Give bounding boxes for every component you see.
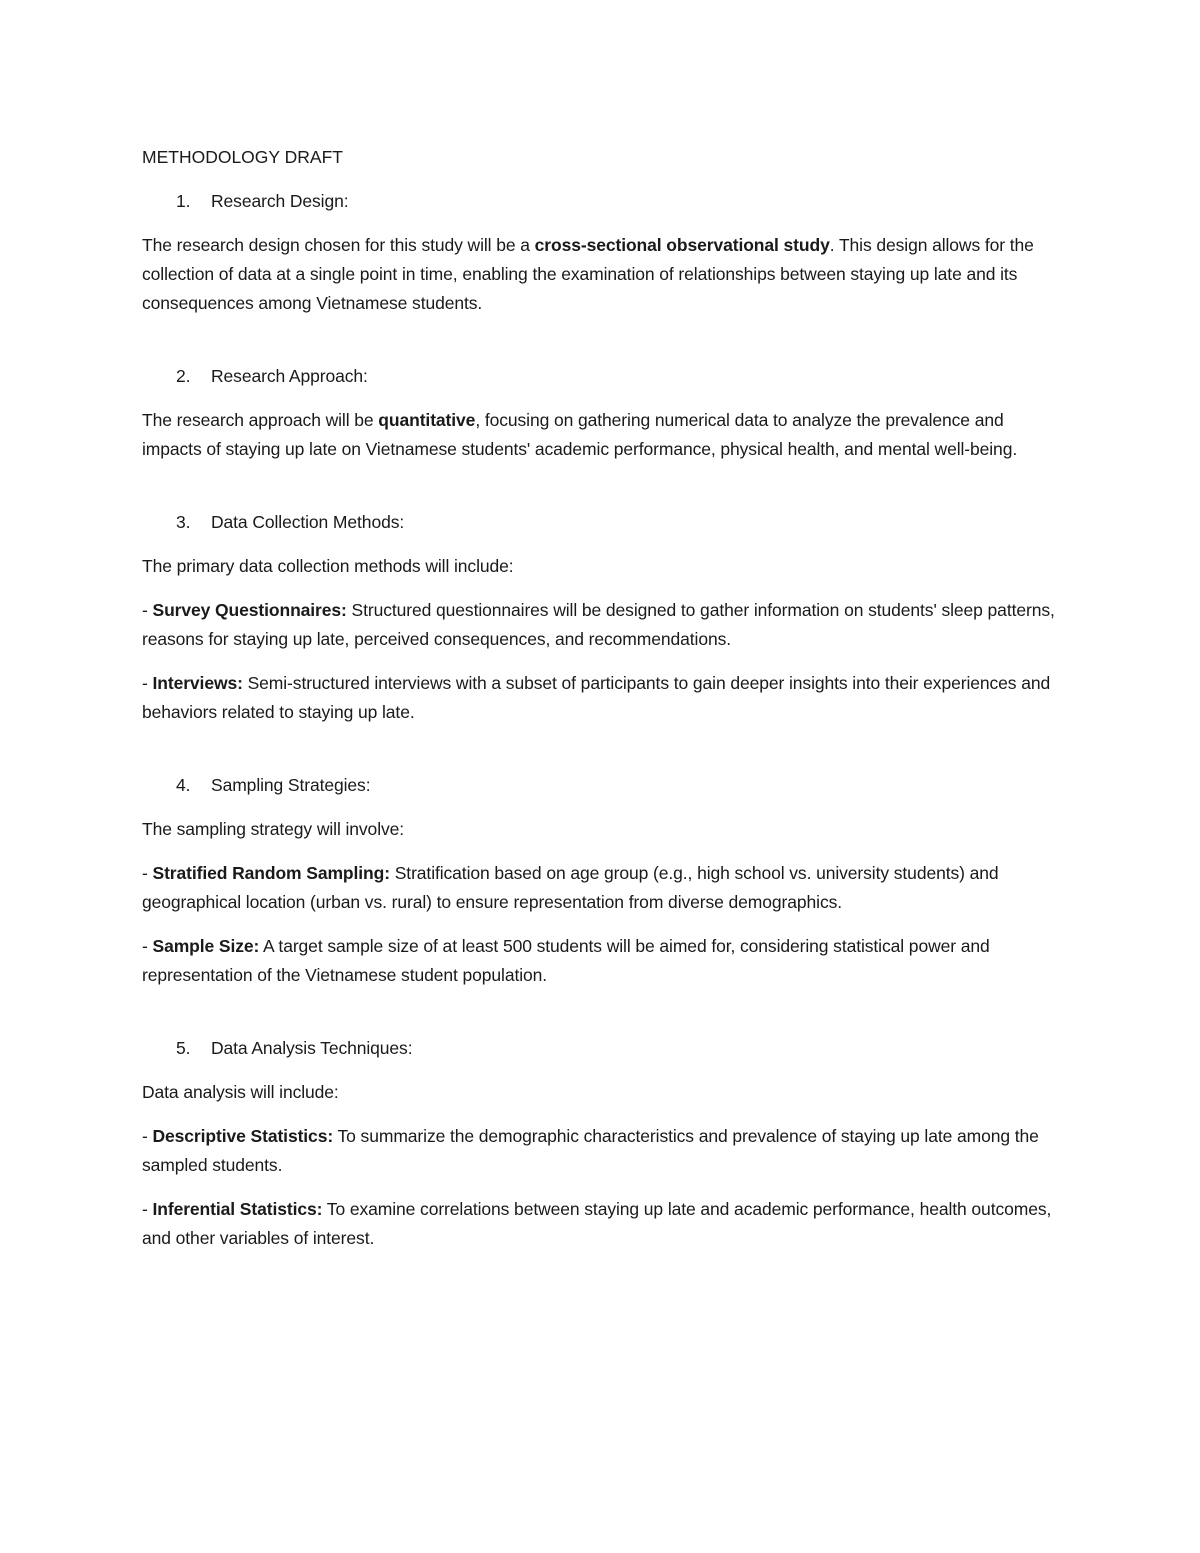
bullet-term: Inferential Statistics: [152, 1199, 323, 1219]
document-title: METHODOLOGY DRAFT [142, 147, 343, 167]
paragraph-text: The research approach will be [142, 410, 379, 430]
bullet-term: Descriptive Statistics: [152, 1126, 334, 1146]
bullet-text: Structured questionnaires will be designed to gather information on students' sleep patterns, reasons for staying up late, perceived consequences, and recommendations. [142, 600, 1055, 649]
section-paragraph [142, 406, 1062, 464]
section-heading-text: Research Approach: [211, 366, 368, 386]
section-heading [142, 362, 1062, 391]
bullet-dash: - [142, 863, 153, 883]
bullet-text: A target sample size of at least 500 students will be aimed for, considering statistical power and representation of the Vietnamese student population. [142, 936, 990, 985]
bullet-dash: - [142, 673, 153, 693]
section-heading-text: Sampling Strategies: [211, 775, 371, 795]
section-data-collection [142, 508, 1062, 727]
bullet-text: Stratification based on age group (e.g., high school vs. university students) and geographical location (urban vs. rural) to ensure representation from diverse demographics. [142, 863, 999, 912]
section-heading-text: Data Collection Methods: [211, 512, 405, 532]
bold-term: cross-sectional observational study [534, 235, 830, 255]
section-heading [142, 187, 1062, 216]
bullet-item [142, 1195, 1062, 1253]
bullet-item [142, 859, 1062, 917]
section-research-design [142, 187, 1062, 318]
section-paragraph [142, 231, 1062, 318]
bullet-text: To examine correlations between staying up late and academic performance, health outcomes, and other variables of interest. [142, 1199, 1052, 1248]
bullet-item [142, 932, 1062, 990]
bullet-dash: - [142, 1126, 153, 1146]
paragraph-text: , focusing on gathering numerical data to analyze the prevalence and impacts of staying up late on Vietnamese students' academic performance, physical health, and mental well-being. [142, 410, 1018, 459]
section-research-approach [142, 362, 1062, 464]
bullet-text: Semi-structured interviews with a subset of participants to gain deeper insights into their experiences and behaviors related to staying up late. [142, 673, 1051, 722]
section-number: 5. [176, 1038, 191, 1058]
paragraph-text: The research design chosen for this study will be a [142, 235, 535, 255]
section-heading [142, 1034, 1062, 1063]
bullet-item [142, 1122, 1062, 1180]
section-number: 2. [176, 366, 191, 386]
section-lead: The primary data collection methods will include: [142, 556, 514, 576]
section-heading-text: Data Analysis Techniques: [211, 1038, 413, 1058]
section-number: 3. [176, 512, 191, 532]
section-heading-text: Research Design: [211, 191, 349, 211]
section-number: 1. [176, 191, 191, 211]
bullet-item [142, 596, 1062, 654]
section-data-analysis [142, 1034, 1062, 1253]
section-heading [142, 508, 1062, 537]
document-body [142, 143, 1062, 1268]
section-heading [142, 771, 1062, 800]
bullet-term: Sample Size: [152, 936, 260, 956]
bullet-dash: - [142, 600, 153, 620]
section-lead: Data analysis will include: [142, 1082, 339, 1102]
bullet-text: To summarize the demographic characteristics and prevalence of staying up late among the sampled students. [142, 1126, 1039, 1175]
section-sampling [142, 771, 1062, 990]
bullet-term: Interviews: [152, 673, 243, 693]
bullet-term: Survey Questionnaires: [152, 600, 347, 620]
bold-term: quantitative [378, 410, 476, 430]
bullet-dash: - [142, 936, 153, 956]
section-lead: The sampling strategy will involve: [142, 819, 405, 839]
paragraph-text: . This design allows for the collection of data at a single point in time, enabling the examination of relationships between staying up late and its consequences among Vietnamese students. [142, 235, 1034, 313]
bullet-dash: - [142, 1199, 153, 1219]
bullet-term: Stratified Random Sampling: [152, 863, 390, 883]
section-number: 4. [176, 775, 191, 795]
bullet-item [142, 669, 1062, 727]
